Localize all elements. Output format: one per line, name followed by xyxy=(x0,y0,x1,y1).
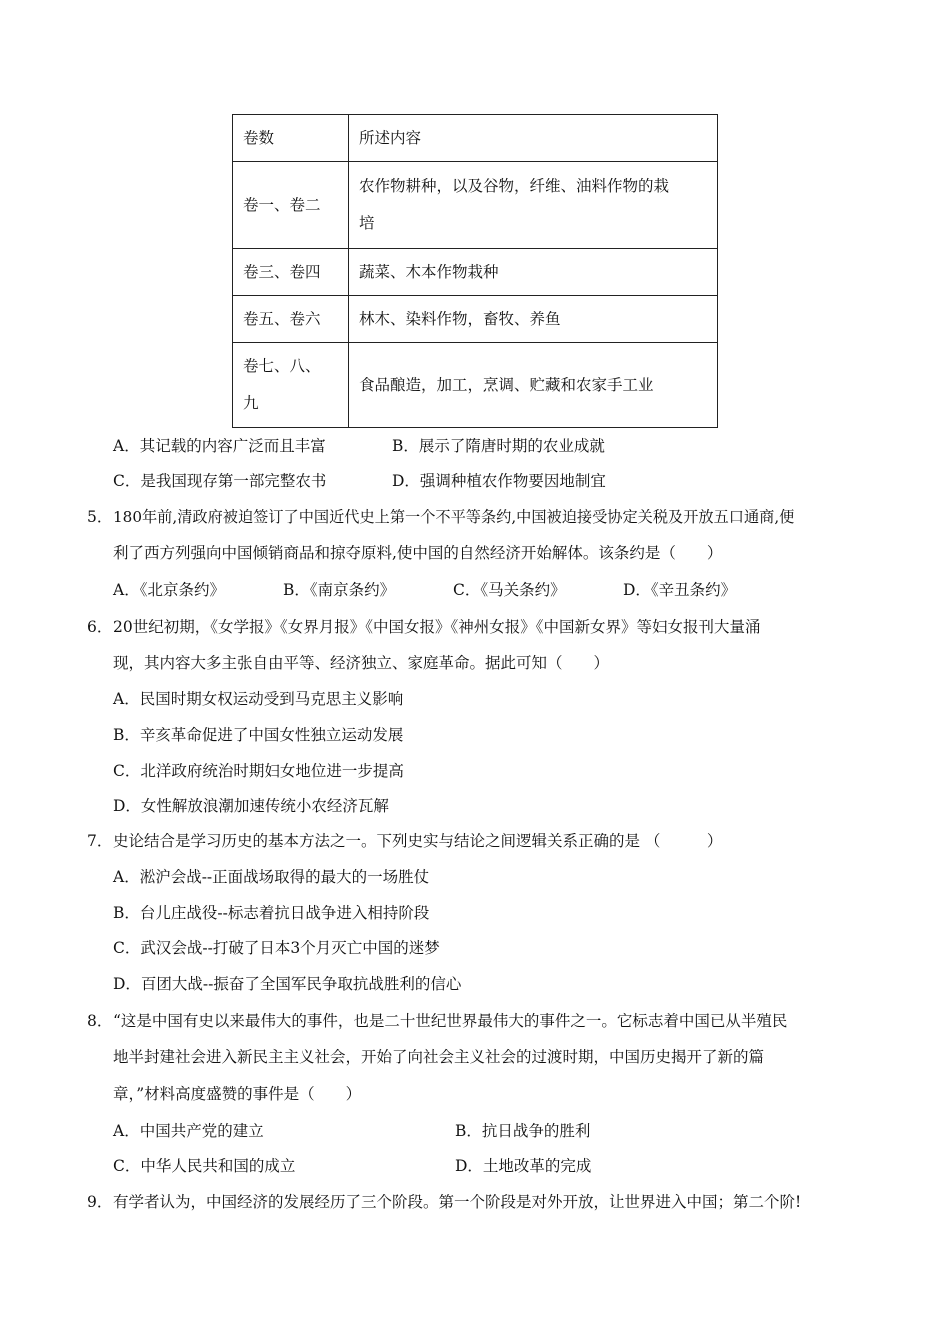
table-cell: 卷五、卷六 xyxy=(233,296,349,343)
table-cell: 卷三、卷四 xyxy=(233,249,349,296)
q8-number: 8． xyxy=(87,1012,113,1030)
table-row xyxy=(233,296,718,343)
q6-option-a: A．民国时期女权运动受到马克思主义影响 xyxy=(113,690,404,708)
q8-stem-line: 地半封建社会进入新民主主义社会，开始了向社会主义社会的过渡时期，中国历史揭开了新的篇 xyxy=(113,1048,765,1066)
table-cell: 林木、染料作物，畜牧、养鱼 xyxy=(349,296,718,343)
table-cell-line: 培 xyxy=(359,214,375,232)
table-row xyxy=(233,343,718,428)
q7-stem-line: 史论结合是学习历史的基本方法之一。下列史实与结论之间逻辑关系正确的是 （ ） xyxy=(113,832,723,850)
q5-option-b: B．《南京条约》 xyxy=(283,581,396,599)
q7-option-a: A．淞沪会战--正面战场取得的最大的一场胜仗 xyxy=(113,868,430,886)
q4-option-c: C．是我国现存第一部完整农书 xyxy=(113,472,327,490)
q8-option-b: B．抗日战争的胜利 xyxy=(455,1122,591,1140)
q6-option-b: B．辛亥革命促进了中国女性独立运动发展 xyxy=(113,726,404,744)
table-row xyxy=(233,162,718,249)
q4-option-b: B．展示了隋唐时期的农业成就 xyxy=(392,437,605,455)
table-cell: 食品酿造，加工，烹调、贮藏和农家手工业 xyxy=(349,343,718,428)
q9-number: 9． xyxy=(87,1193,113,1211)
table-cell: 卷一、卷二 xyxy=(233,162,349,249)
q7-number: 7． xyxy=(87,832,113,850)
q6-stem-line: 20世纪初期，《女学报》《女界月报》《中国女报》《神州女报》《中国新女界》等妇女报刊大量涌 xyxy=(113,618,761,636)
q6-stem-line: 现，其内容大多主张自由平等、经济独立、家庭革命。据此可知（ ） xyxy=(113,654,610,672)
table-header-cell: 所述内容 xyxy=(349,115,718,162)
q7-option-d: D．百团大战--振奋了全国军民争取抗战胜利的信心 xyxy=(113,975,462,993)
table-cell xyxy=(233,343,349,428)
table-row xyxy=(233,249,718,296)
table-row xyxy=(233,115,718,162)
q5-option-a: A．《北京条约》 xyxy=(113,581,225,599)
q5-option-d: D．《辛丑条约》 xyxy=(623,581,737,599)
q9-stem-line: 有学者认为，中国经济的发展经历了三个阶段。第一个阶段是对外开放，让世界进入中国；第二个阶! xyxy=(113,1193,802,1211)
q8-stem-line: “这是中国有史以来最伟大的事件，也是二十世纪世界最伟大的事件之一。它标志着中国已从半殖民 xyxy=(113,1012,788,1030)
q8-option-c: C．中华人民共和国的成立 xyxy=(113,1157,296,1175)
q7-option-c: C．武汉会战--打破了日本3个月灭亡中国的迷梦 xyxy=(113,939,440,957)
q4-option-d: D．强调种植农作物要因地制宜 xyxy=(392,472,606,490)
table-cell: 蔬菜、木本作物栽种 xyxy=(349,249,718,296)
q5-number: 5． xyxy=(87,508,113,526)
table-cell xyxy=(349,162,718,249)
table-cell-line: 卷七、八、 xyxy=(243,357,321,375)
q8-stem-line: 章，”材料高度盛赞的事件是（ ） xyxy=(113,1085,362,1103)
table-cell-line: 农作物耕种，以及谷物，纤维、油料作物的栽 xyxy=(359,177,670,195)
table-cell-line: 九 xyxy=(243,394,259,412)
q7-option-b: B．台儿庄战役--标志着抗日战争进入相持阶段 xyxy=(113,904,430,922)
q6-option-c: C．北洋政府统治时期妇女地位进一步提高 xyxy=(113,762,404,780)
q6-option-d: D．女性解放浪潮加速传统小农经济瓦解 xyxy=(113,797,389,815)
table-header-cell: 卷数 xyxy=(233,115,349,162)
q5-stem-line: 180年前,清政府被迫签订了中国近代史上第一个不平等条约,中国被迫接受协定关税及开放五口通商,便 xyxy=(113,508,795,526)
q4-option-a: A．其记载的内容广泛而且丰富 xyxy=(113,437,326,455)
q5-option-c: C．《马关条约》 xyxy=(453,581,566,599)
q6-number: 6． xyxy=(87,618,113,636)
q5-stem-line: 利了西方列强向中国倾销商品和掠夺原料,使中国的自然经济开始解体。该条约是（ ） xyxy=(113,544,723,562)
book-contents-table xyxy=(232,114,718,428)
q8-option-a: A．中国共产党的建立 xyxy=(113,1122,264,1140)
q8-option-d: D．土地改革的完成 xyxy=(455,1157,592,1175)
